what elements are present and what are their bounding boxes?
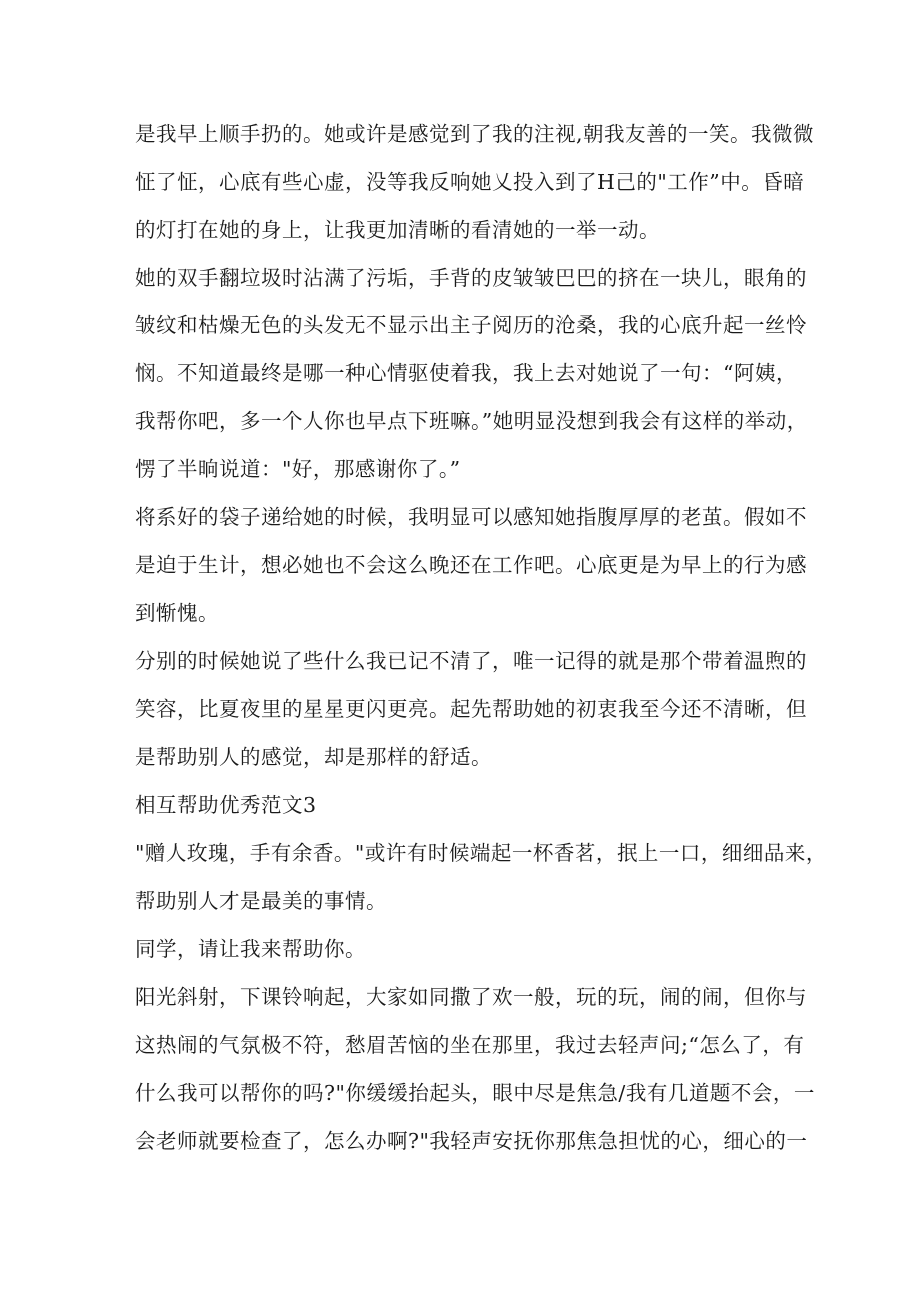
text-line: 是迫于生计，想必她也不会这么晚还在工作吧。心底更是为早上的行为感 [135,553,807,577]
text-line: 的灯打在她的身上，让我更加清晰的看清她的一举一动。 [135,218,660,242]
text-line: 会老师就要检查了，怎么办啊?"我轻声安抚你那焦急担忧的心，细心的一 [135,1129,808,1153]
text-line: 怔了怔，心底有些心虚，没等我反响她乂投入到了H己的"工作”中。昏暗 [135,170,805,194]
text-line: 是帮助别人的感觉，却是那样的舒适。 [135,745,492,769]
text-line: 我帮你吧，多一个人你也早点下班嘛。”她明显没想到我会有这样的举动， [135,409,808,433]
text-line: 到惭愧。 [135,601,219,625]
text-line: 分别的时候她说了些什么我已记不清了，唯一记得的就是那个带着温煦的 [135,649,807,673]
text-line: 这热闹的气氛极不符，愁眉苦恼的坐在那里，我过去轻声问;“怎么了，有 [135,1033,805,1057]
text-line: 是我早上顺手扔的。她或许是感觉到了我的注视,朝我友善的一笑。我微微 [135,122,815,146]
text-line: "赠人玫瑰，手有余香。"或许有时候端起一杯香茗，抿上一口，细细品来， [135,841,827,865]
text-line: 帮助别人才是最美的事情。 [135,889,387,913]
text-line: 将系好的袋子递给她的时候，我明显可以感知她指腹厚厚的老茧。假如不 [135,505,807,529]
text-line: 笑容，比夏夜里的星星更闪更亮。起先帮助她的初衷我至今还不清晰，但 [135,697,807,721]
text-line: 她的双手翻垃圾时沾满了污垢，手背的皮皱皱巴巴的挤在一块儿，眼角的 [135,266,807,290]
section-heading: 相互帮助优秀范文3 [135,793,317,817]
text-line: 悯。不知道最终是哪一种心情驱使着我，我上去对她说了一句：“阿姨， [135,361,797,385]
text-line: 同学，请让我来帮助你。 [135,937,366,961]
text-line: 愣了半晌说道："好，那感谢你了。” [135,457,461,481]
text-line: 阳光斜射，下课铃响起，大家如同撒了欢一般，玩的玩，闹的闹，但你与 [135,985,807,1009]
text-line: 皱纹和枯燥无色的头发无不显示出主子阅历的沧桑，我的心底升起一丝怜 [135,313,807,337]
text-line: 什么我可以帮你的吗?"你缓缓抬起头，眼中尽是焦急/我有几道题不会，一 [135,1081,815,1105]
